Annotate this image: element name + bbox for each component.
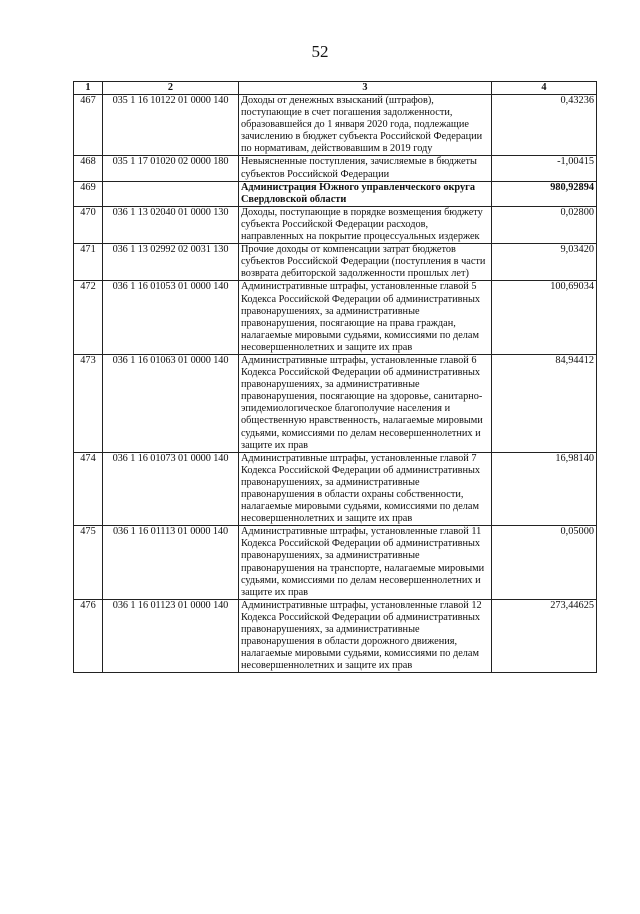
table-row xyxy=(74,354,597,452)
page-number: 52 xyxy=(311,42,329,61)
table-row xyxy=(74,95,597,156)
row-number: 469 xyxy=(74,181,103,206)
amount: 100,69034 xyxy=(492,281,597,355)
revenue-name: Административные штрафы, установленные главой 7 Кодекса Российской Федерации об административных правонарушениях, за административные правонарушения в области охраны собственности, налагаемые мировыми судьями, комиссиями по делам несовершеннолетних и защите их прав xyxy=(239,452,492,526)
table-row xyxy=(74,244,597,281)
row-number: 467 xyxy=(74,95,103,156)
row-number: 472 xyxy=(74,281,103,355)
revenue-name: Административные штрафы, установленные главой 5 Кодекса Российской Федерации об административных правонарушениях, за административные правонарушения, посягающие на права граждан, налагаемые мировыми судьями, комиссиями по делам несовершеннолетних и защите их прав xyxy=(239,281,492,355)
table-header-row xyxy=(74,82,597,95)
header-col-4: 4 xyxy=(492,82,597,95)
budget-code: 036 1 16 01053 01 0000 140 xyxy=(103,281,239,355)
budget-code: 036 1 16 01063 01 0000 140 xyxy=(103,354,239,452)
revenue-name: Прочие доходы от компенсации затрат бюджетов субъектов Российской Федерации (поступления в части возврата дебиторской задолженности прошлых лет) xyxy=(239,244,492,281)
revenue-name: Административные штрафы, установленные главой 12 Кодекса Российской Федерации об административных правонарушениях, за административные правонарушения в области дорожного движения, налагаемые мировыми судьями, комиссиями по делам несовершеннолетних и защите их прав xyxy=(239,599,492,673)
budget-code: 036 1 16 01073 01 0000 140 xyxy=(103,452,239,526)
amount: 16,98140 xyxy=(492,452,597,526)
table-row xyxy=(74,526,597,600)
budget-code: 035 1 16 10122 01 0000 140 xyxy=(103,95,239,156)
table-row xyxy=(74,599,597,673)
table-row-administrator xyxy=(74,181,597,206)
row-number: 468 xyxy=(74,156,103,181)
row-number: 475 xyxy=(74,526,103,600)
budget-code: 036 1 13 02992 02 0031 130 xyxy=(103,244,239,281)
row-number: 470 xyxy=(74,206,103,243)
table-row xyxy=(74,156,597,181)
table-row xyxy=(74,452,597,526)
amount: 0,02800 xyxy=(492,206,597,243)
header-col-2: 2 xyxy=(103,82,239,95)
revenue-name: Доходы от денежных взысканий (штрафов), поступающие в счет погашения задолженности, образовавшейся до 1 января 2020 года, подлежащие зачислению в бюджет субъекта Российской Федерации по нормативам, действовавшим в 2019 году xyxy=(239,95,492,156)
table-row xyxy=(74,206,597,243)
budget-code xyxy=(103,181,239,206)
amount: 273,44625 xyxy=(492,599,597,673)
revenue-name: Доходы, поступающие в порядке возмещения бюджету субъекта Российской Федерации расходов, направленных на покрытие процессуальных издержек xyxy=(239,206,492,243)
header-col-1: 1 xyxy=(74,82,103,95)
amount: -1,00415 xyxy=(492,156,597,181)
row-number: 473 xyxy=(74,354,103,452)
amount: 84,94412 xyxy=(492,354,597,452)
table-row xyxy=(74,281,597,355)
budget-code: 035 1 17 01020 02 0000 180 xyxy=(103,156,239,181)
amount: 9,03420 xyxy=(492,244,597,281)
amount: 0,43236 xyxy=(492,95,597,156)
budget-code: 036 1 16 01123 01 0000 140 xyxy=(103,599,239,673)
row-number: 474 xyxy=(74,452,103,526)
revenue-name: Невыясненные поступления, зачисляемые в бюджеты субъектов Российской Федерации xyxy=(239,156,492,181)
budget-code: 036 1 13 02040 01 0000 130 xyxy=(103,206,239,243)
row-number: 471 xyxy=(74,244,103,281)
budget-table xyxy=(73,81,597,673)
header-col-3: 3 xyxy=(239,82,492,95)
revenue-name: Административные штрафы, установленные главой 11 Кодекса Российской Федерации об административных правонарушениях, за административные правонарушения на транспорте, налагаемые мировыми судьями, комиссиями по делам несовершеннолетних и защите их прав xyxy=(239,526,492,600)
revenue-name: Административные штрафы, установленные главой 6 Кодекса Российской Федерации об административных правонарушениях, за административные правонарушения, посягающие на здоровье, санитарно-эпидемиологическое благополучие населения и общественную нравственность, налагаемые мировыми судьями, комиссиями по делам несовершеннолетних и защите их прав xyxy=(239,354,492,452)
amount-total: 980,92894 xyxy=(492,181,597,206)
amount: 0,05000 xyxy=(492,526,597,600)
administrator-name: Администрация Южного управленческого округа Свердловской области xyxy=(239,181,492,206)
row-number: 476 xyxy=(74,599,103,673)
budget-code: 036 1 16 01113 01 0000 140 xyxy=(103,526,239,600)
